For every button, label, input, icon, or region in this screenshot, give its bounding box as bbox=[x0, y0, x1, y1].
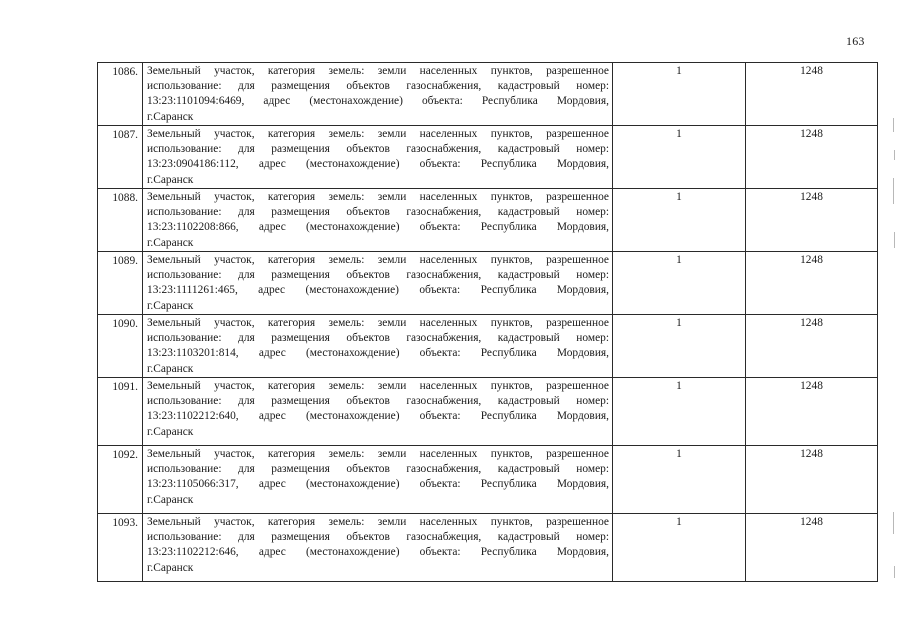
land-plot-description bbox=[143, 252, 613, 315]
land-plot-description bbox=[143, 378, 613, 446]
scan-artifact bbox=[893, 178, 894, 204]
price-cell: 1248 bbox=[746, 252, 878, 315]
description-line: 13:23:1102212:640, адрес (местонахождение) объекта: Республика Мордовия, bbox=[147, 410, 609, 423]
table-row bbox=[98, 514, 878, 582]
description-line: использование: для размещения объектов газоснабжения, кадастровый номер: bbox=[147, 80, 609, 93]
quantity-cell: 1 bbox=[613, 315, 746, 378]
land-plot-description bbox=[143, 446, 613, 514]
description-line: г.Саранск bbox=[147, 425, 194, 438]
quantity-cell: 1 bbox=[613, 189, 746, 252]
description-line: Земельный участок, категория земель: земли населенных пунктов, разрешенное bbox=[147, 380, 609, 392]
land-plot-description bbox=[143, 315, 613, 378]
description-line: использование: для размещения объектов газоснабжеция, кадастровый номер: bbox=[147, 531, 609, 544]
row-number: 1093. bbox=[98, 514, 143, 582]
row-number: 1089. bbox=[98, 252, 143, 315]
table-row bbox=[98, 252, 878, 315]
description-line: 13:23:0904186:112, адрес (местонахождение) объекта: Республика Мордовия, bbox=[147, 158, 609, 171]
description-line: 13:23:1101094:6469, адрес (местонахождение) объекта: Республика Мордовия, bbox=[147, 95, 609, 108]
description-line: использование: для размещения объектов газоснабжения, кадастровый номер: bbox=[147, 143, 609, 156]
row-number: 1087. bbox=[98, 126, 143, 189]
description-line: г.Саранск bbox=[147, 493, 194, 506]
scan-artifact bbox=[894, 150, 895, 160]
table-row bbox=[98, 126, 878, 189]
description-line: г.Саранск bbox=[147, 236, 194, 249]
description-line: 13:23:1105066:317, адрес (местонахождение) объекта: Республика Мордовия, bbox=[147, 478, 609, 491]
row-number: 1090. bbox=[98, 315, 143, 378]
quantity-cell: 1 bbox=[613, 63, 746, 126]
table-row bbox=[98, 446, 878, 514]
description-line: использование: для размещения объектов газоснабжения, кадастровый номер: bbox=[147, 463, 609, 476]
description-line: Земельный участок, категория земель: земли населенных пунктов, разрешенное bbox=[147, 448, 609, 460]
description-line: г.Саранск bbox=[147, 110, 194, 123]
description-line: г.Саранск bbox=[147, 173, 194, 186]
description-line: г.Саранск bbox=[147, 299, 194, 312]
description-line: Земельный участок, категория земель: земли населенных пунктов, разрешенное bbox=[147, 516, 609, 528]
price-cell: 1248 bbox=[746, 63, 878, 126]
price-cell: 1248 bbox=[746, 315, 878, 378]
land-plot-register-table bbox=[97, 62, 878, 582]
land-plot-description bbox=[143, 63, 613, 126]
table-row bbox=[98, 63, 878, 126]
quantity-cell: 1 bbox=[613, 378, 746, 446]
description-line: использование: для размещения объектов газоснабжения, кадастровый номер: bbox=[147, 206, 609, 219]
price-cell: 1248 bbox=[746, 126, 878, 189]
quantity-cell: 1 bbox=[613, 252, 746, 315]
table-row bbox=[98, 189, 878, 252]
row-number: 1092. bbox=[98, 446, 143, 514]
description-line: 13:23:1111261:465, адрес (местонахождение) объекта: Республика Мордовия, bbox=[147, 284, 609, 297]
description-line: Земельный участок, категория земель: земли населенных пунктов, разрешенное bbox=[147, 65, 609, 77]
price-cell: 1248 bbox=[746, 446, 878, 514]
table-row bbox=[98, 315, 878, 378]
description-line: 13:23:1103201:814, адрес (местонахождение) объекта: Республика Мордовия, bbox=[147, 347, 609, 360]
scan-artifact bbox=[894, 566, 895, 578]
description-line: г.Саранск bbox=[147, 561, 194, 574]
price-cell: 1248 bbox=[746, 514, 878, 582]
quantity-cell: 1 bbox=[613, 446, 746, 514]
description-line: 13:23:1102208:866, адрес (местонахождение) объекта: Республика Мордовия, bbox=[147, 221, 609, 234]
row-number: 1086. bbox=[98, 63, 143, 126]
scan-artifact bbox=[894, 232, 895, 248]
description-line: Земельный участок, категория земель: земли населенных пунктов, разрешенное bbox=[147, 254, 609, 266]
table-row bbox=[98, 378, 878, 446]
land-plot-description bbox=[143, 126, 613, 189]
row-number: 1088. bbox=[98, 189, 143, 252]
description-line: использование: для размещения объектов газоснабжения, кадастровый номер: bbox=[147, 332, 609, 345]
description-line: использование: для размещения объектов газоснабжения, кадастровый номер: bbox=[147, 395, 609, 408]
price-cell: 1248 bbox=[746, 378, 878, 446]
description-line: Земельный участок, категория земель: земли населенных пунктов, разрешенное bbox=[147, 317, 609, 329]
description-line: г.Саранск bbox=[147, 362, 194, 375]
quantity-cell: 1 bbox=[613, 126, 746, 189]
row-number: 1091. bbox=[98, 378, 143, 446]
description-line: Земельный участок, категория земель: земли населенных пунктов, разрешенное bbox=[147, 128, 609, 140]
scan-artifact bbox=[893, 512, 894, 534]
page-number: 163 bbox=[846, 34, 865, 48]
description-line: Земельный участок, категория земель: земли населенных пунктов, разрешенное bbox=[147, 191, 609, 203]
land-plot-description bbox=[143, 514, 613, 582]
description-line: 13:23:1102212:646, адрес (местонахождение) объекта: Республика Мордовия, bbox=[147, 546, 609, 559]
land-plot-description bbox=[143, 189, 613, 252]
scan-artifact bbox=[893, 118, 894, 132]
description-line: использование: для размещения объектов газоснабжения, кадастровый номер: bbox=[147, 269, 609, 282]
quantity-cell: 1 bbox=[613, 514, 746, 582]
price-cell: 1248 bbox=[746, 189, 878, 252]
